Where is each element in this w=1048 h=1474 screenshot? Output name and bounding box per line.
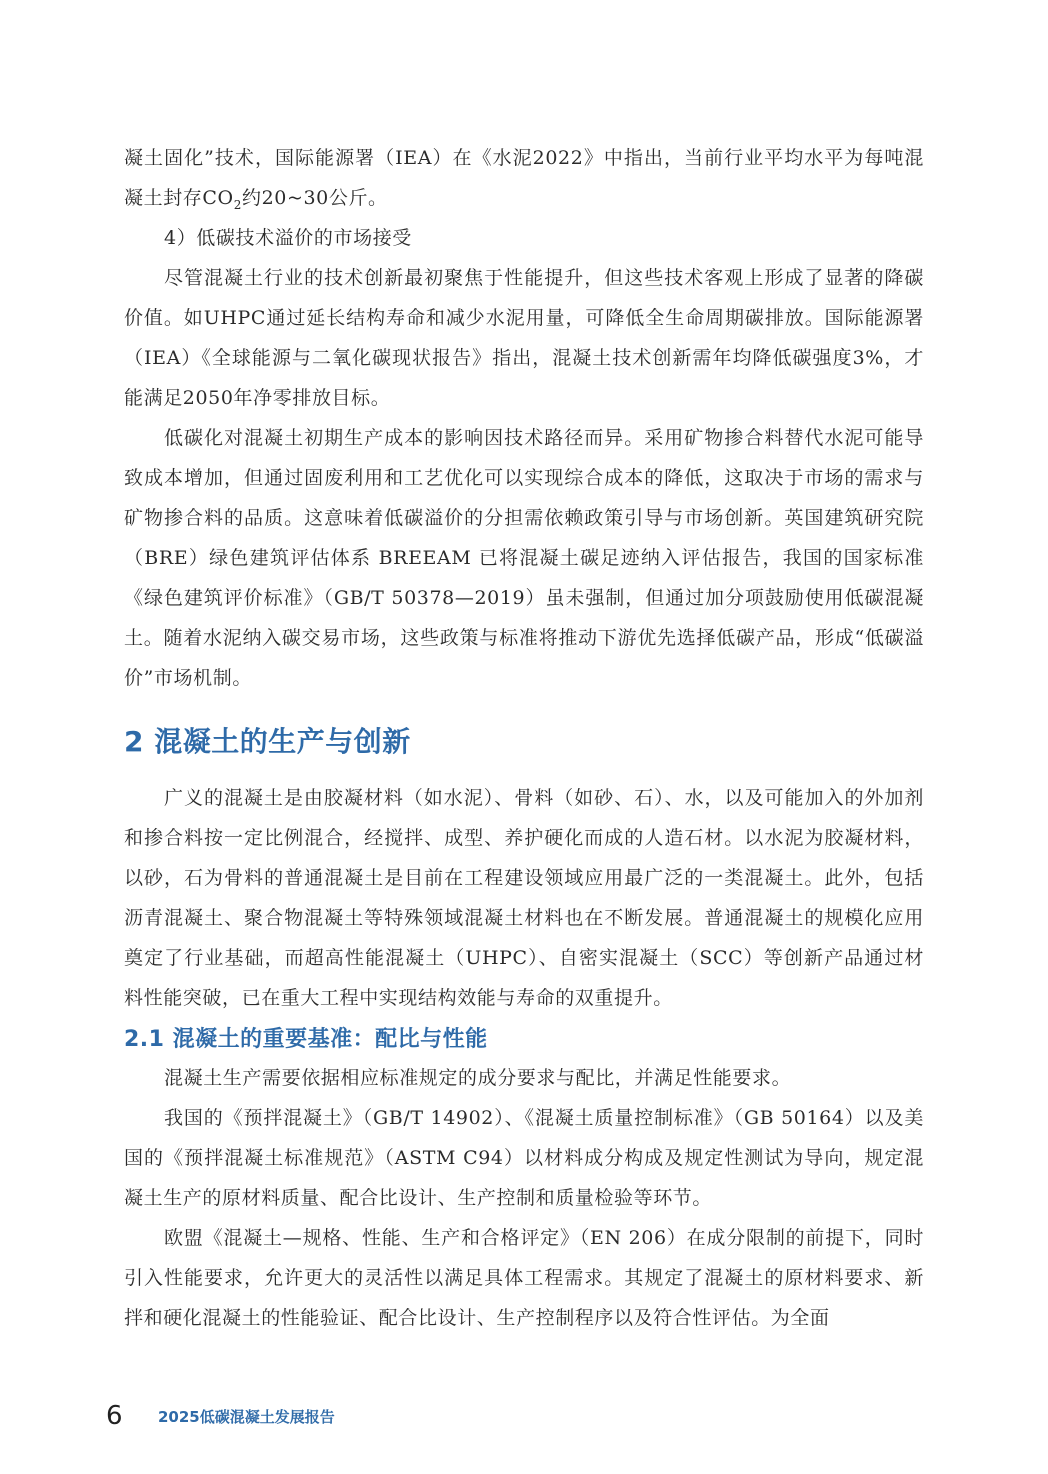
paragraph-4: 混凝土生产需要依据相应标准规定的成分要求与配比，并满足性能要求。 — [164, 1067, 792, 1089]
paragraph-intro-text-b: 约20~30公斤。 — [241, 187, 388, 209]
paragraph-1: 尽管混凝土行业的技术创新最初聚焦于性能提升，但这些技术客观上形成了显著的降碳价值。如UHPC通过延长结构寿命和减少水泥用量，可降低全生命周期碳排放。国际能源署（IEA）《全球能源与二氧化碳现状报告》指出，混凝土技术创新需年均降低碳强度3%，才能满足2050年净零排放目标。 — [124, 267, 924, 409]
page-number: 6 — [106, 1401, 123, 1431]
item-4-heading: 4）低碳技术溢价的市场接受 — [164, 227, 412, 249]
paragraph-intro-text-a: 凝土固化”技术，国际能源署（IEA）在《水泥2022》中指出，当前行业平均水平为每吨混凝土封存CO — [124, 147, 924, 209]
footer-report-title: 2025低碳混凝土发展报告 — [158, 1408, 335, 1426]
paragraph-6: 欧盟《混凝土—规格、性能、生产和合格评定》（EN 206）在成分限制的前提下，同时引入性能要求，允许更大的灵活性以满足具体工程需求。其规定了混凝土的原材料要求、新拌和硬化混凝土的性能验证、配合比设计、生产控制程序以及符合性评估。为全面 — [124, 1227, 924, 1329]
paragraph-5: 我国的《预拌混凝土》（GB/T 14902）、《混凝土质量控制标准》（GB 50164）以及美国的《预拌混凝土标准规范》（ASTM C94）以材料成分构成及规定性测试为导向，规定混凝土生产的原材料质量、配合比设计、生产控制和质量检验等环节。 — [124, 1107, 924, 1209]
co2-subscript: 2 — [233, 197, 242, 212]
section-2-1-title: 2.1 混凝土的重要基准：配比与性能 — [124, 1027, 488, 1052]
paragraph-2: 低碳化对混凝土初期生产成本的影响因技术路径而异。采用矿物掺合料替代水泥可能导致成本增加，但通过固废利用和工艺优化可以实现综合成本的降低，这取决于市场的需求与矿物掺合料的品质。这意味着低碳溢价的分担需依赖政策引导与市场创新。英国建筑研究院（BRE）绿色建筑评估体系 BREEAM 已将混凝土碳足迹纳入评估报告，我国的国家标准《绿色建筑评价标准》（GB/T 50378—2019）虽未强制，但通过加分项鼓励使用低碳混凝土。随着水泥纳入碳交易市场，这些政策与标准将推动下游优先选择低碳产品，形成“低碳溢价”市场机制。 — [124, 427, 924, 689]
paragraph-intro-continuation — [124, 138, 924, 218]
section-2-title: 2 混凝土的生产与创新 — [124, 725, 411, 758]
paragraph-3: 广义的混凝土是由胶凝材料（如水泥）、骨料（如砂、石）、水，以及可能加入的外加剂和掺合料按一定比例混合，经搅拌、成型、养护硬化而成的人造石材。以水泥为胶凝材料，以砂，石为骨料的普通混凝土是目前在工程建设领域应用最广泛的一类混凝土。此外，包括沥青混凝土、聚合物混凝土等特殊领域混凝土材料也在不断发展。普通混凝土的规模化应用奠定了行业基础，而超高性能混凝土（UHPC）、自密实混凝土（SCC）等创新产品通过材料性能突破，已在重大工程中实现结构效能与寿命的双重提升。 — [124, 787, 924, 1009]
